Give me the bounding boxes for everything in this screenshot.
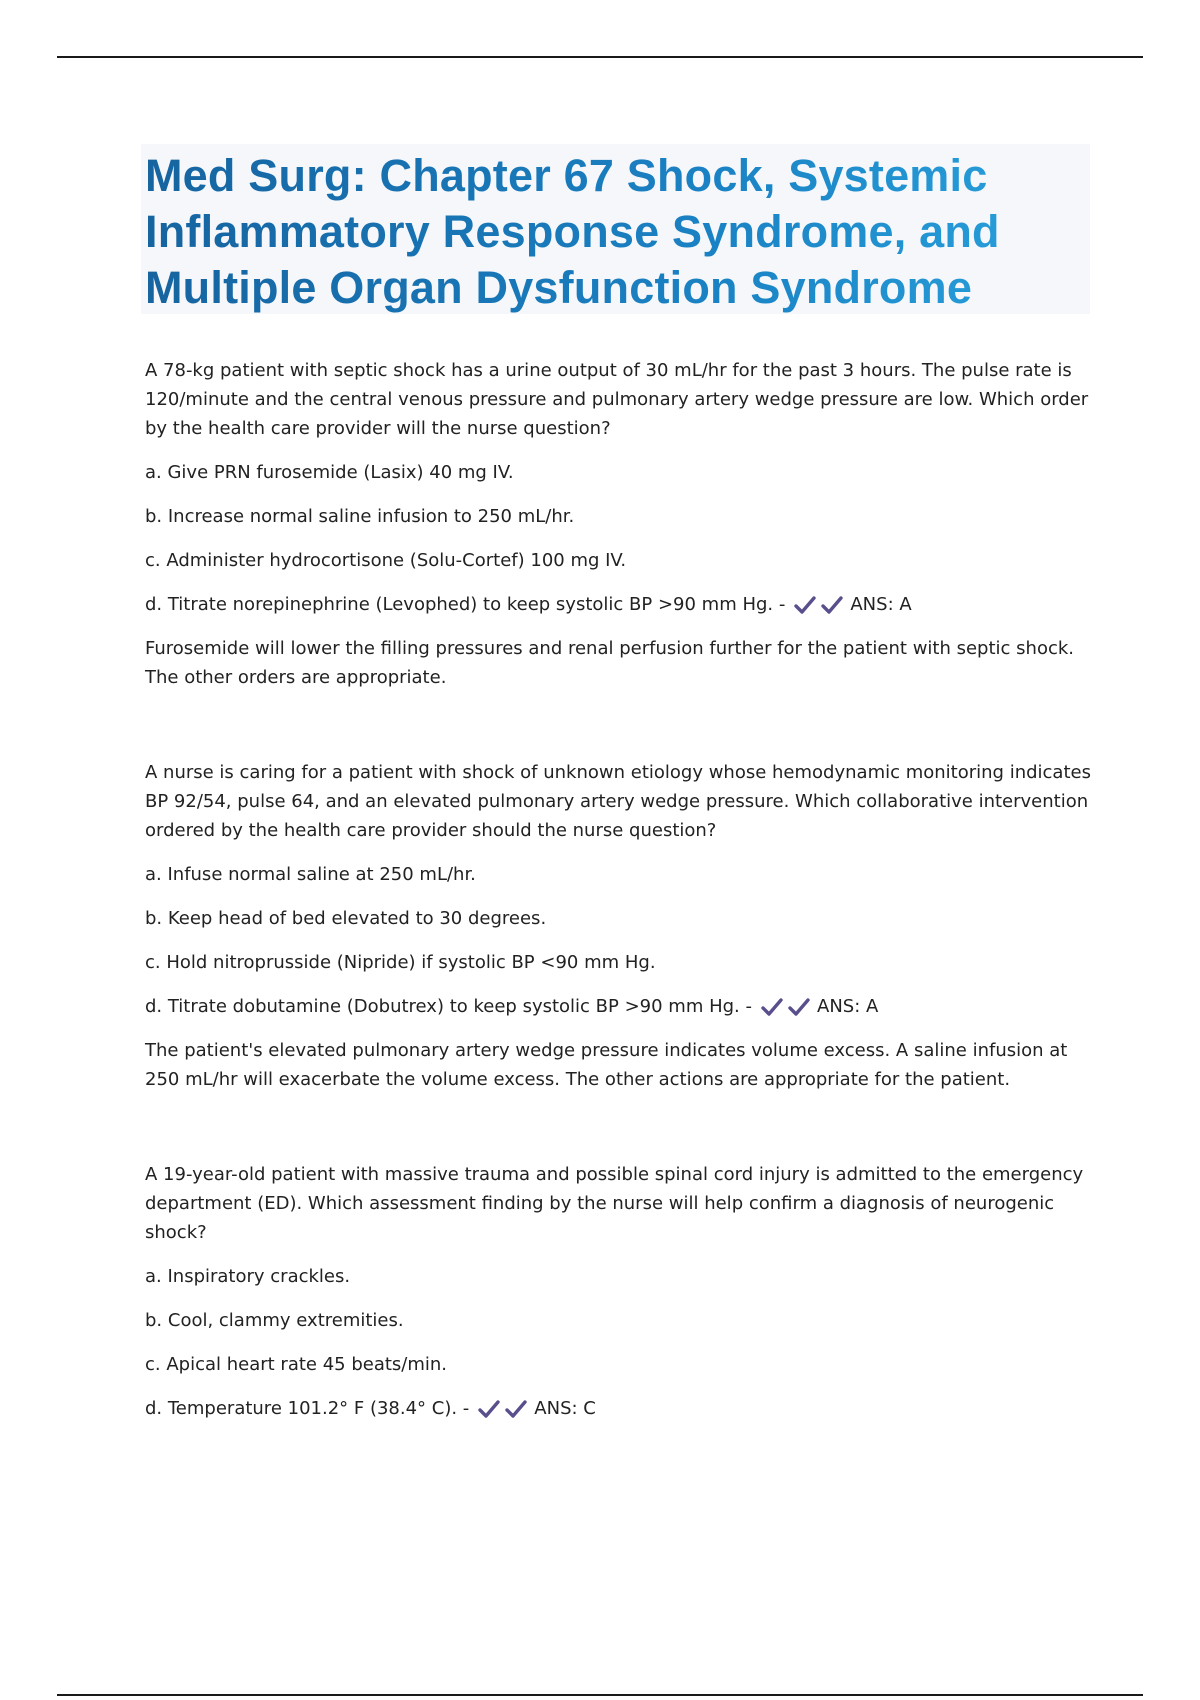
option-a: a. Inspiratory crackles. <box>145 1266 351 1287</box>
check-icon <box>760 995 784 1019</box>
option-d: d. Temperature 101.2° F (38.4° C). - <box>145 1398 470 1419</box>
option-b: b. Keep head of bed elevated to 30 degrees. <box>145 908 547 929</box>
check-icon <box>477 1397 501 1421</box>
title-banner <box>141 144 1090 314</box>
question-block <box>145 1160 1095 1423</box>
answer-line <box>145 992 1095 1021</box>
answer-line <box>145 590 1095 619</box>
option-b: b. Increase normal saline infusion to 250 mL/hr. <box>145 506 575 527</box>
option-d: d. Titrate norepinephrine (Levophed) to keep systolic BP >90 mm Hg. - <box>145 594 786 615</box>
option-b: b. Cool, clammy extremities. <box>145 1310 404 1331</box>
answer-line <box>145 1394 1095 1423</box>
rationale: Furosemide will lower the filling pressures and renal perfusion further for the patient with septic shock. The other orders are appropriate. <box>145 638 1075 688</box>
check-icon <box>793 593 817 617</box>
option-a: a. Infuse normal saline at 250 mL/hr. <box>145 864 476 885</box>
bottom-rule <box>57 1694 1143 1696</box>
option-c: c. Hold nitroprusside (Nipride) if systolic BP <90 mm Hg. <box>145 952 656 973</box>
question-stem: A 19-year-old patient with massive trauma and possible spinal cord injury is admitted to the emergency department (ED). Which assessment finding by the nurse will help confirm a diagnosis of neurogenic shock? <box>145 1164 1084 1243</box>
check-icon <box>787 995 811 1019</box>
option-c: c. Administer hydrocortisone (Solu-Cortef) 100 mg IV. <box>145 550 627 571</box>
answer-key: ANS: C <box>534 1398 596 1419</box>
option-a: a. Give PRN furosemide (Lasix) 40 mg IV. <box>145 462 514 483</box>
check-icon <box>820 593 844 617</box>
answer-checkmarks <box>760 995 811 1019</box>
top-rule <box>57 56 1143 58</box>
question-stem: A 78-kg patient with septic shock has a urine output of 30 mL/hr for the past 3 hours. The pulse rate is 120/minute and the central venous pressure and pulmonary artery wedge pressure are low. Which order by the health care provider will the nurse question? <box>145 360 1089 439</box>
answer-key: ANS: A <box>850 594 912 615</box>
question-stem: A nurse is caring for a patient with shock of unknown etiology whose hemodynamic monitoring indicates BP 92/54, pulse 64, and an elevated pulmonary artery wedge pressure. Which collaborative intervention ordered by the health care provider should the nurse question? <box>145 762 1091 841</box>
document-title: Med Surg: Chapter 67 Shock, Systemic Inflammatory Response Syndrome, and Multiple Organ Dysfunction Syndrome <box>145 148 1090 316</box>
question-block <box>145 356 1095 692</box>
question-list <box>145 356 1095 1489</box>
answer-checkmarks <box>477 1397 528 1421</box>
check-icon <box>504 1397 528 1421</box>
answer-key: ANS: A <box>817 996 879 1017</box>
answer-checkmarks <box>793 593 844 617</box>
question-block <box>145 758 1095 1094</box>
option-d: d. Titrate dobutamine (Dobutrex) to keep systolic BP >90 mm Hg. - <box>145 996 752 1017</box>
option-c: c. Apical heart rate 45 beats/min. <box>145 1354 448 1375</box>
rationale: The patient's elevated pulmonary artery wedge pressure indicates volume excess. A saline infusion at 250 mL/hr will exacerbate the volume excess. The other actions are appropriate for the patient. <box>145 1040 1068 1090</box>
